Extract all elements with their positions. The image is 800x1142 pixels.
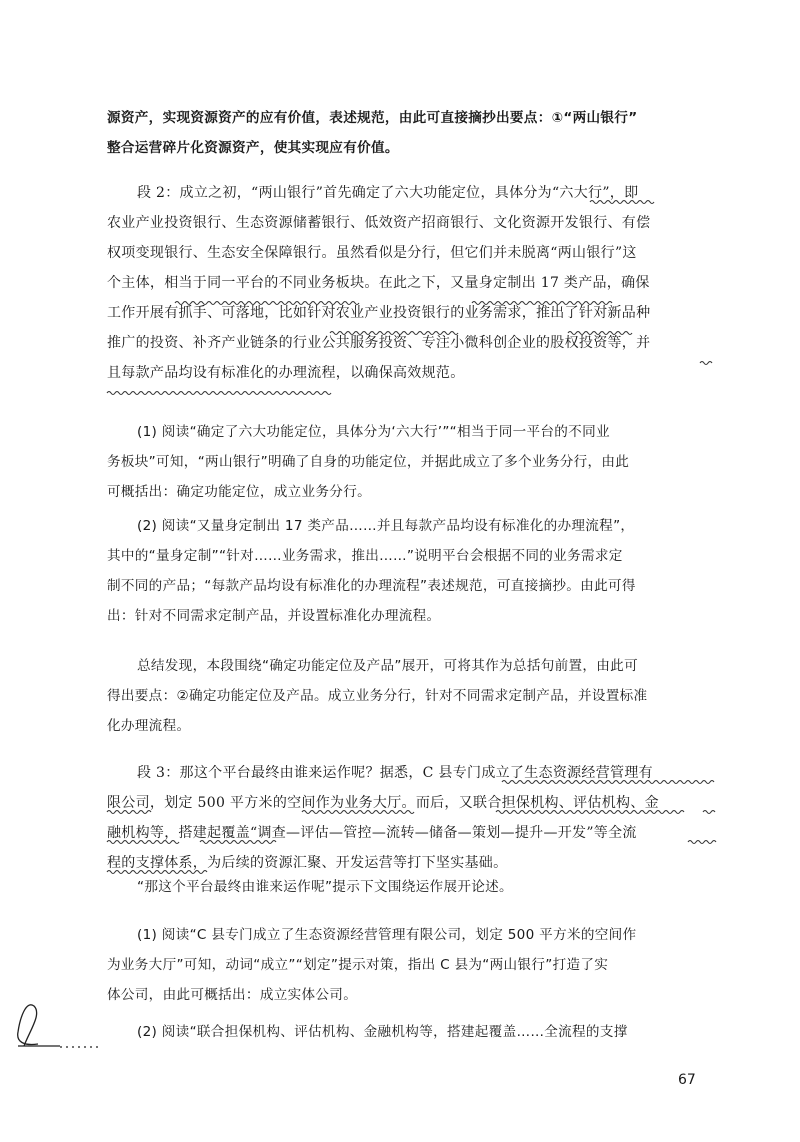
wavy-underline [175, 302, 359, 305]
text-line: 限公司，划定 500 平方米的空间作为业务大厅。而后，又联合担保机构、评估机构、金 [107, 795, 659, 811]
text-line: 体公司，由此可概括出：成立实体公司。 [107, 987, 358, 1003]
text-line: 源资产，实现资源资产的应有价值，表述规范，由此可直接摘抄出要点：①“两山银行” [107, 110, 638, 126]
wavy-underline [330, 332, 458, 335]
wavy-underline [302, 811, 414, 814]
wavy-underline [568, 332, 632, 335]
text-line: 个主体，相当于同一平台的不同业务板块。在此之下，又量身定制出 17 类产品，确保 [107, 275, 650, 291]
wavy-underline [703, 811, 715, 814]
text-line: 融机构等，搭建起覆盖“调查—评估—管控—流转—储备—策划—提升—开发”等全流 [107, 825, 637, 841]
text-line: (2) 阅读“联合担保机构、评估机构、金融机构等，搭建起覆盖……全流程的支撑 [137, 1024, 628, 1040]
wavy-underline [688, 841, 716, 844]
wavy-underline [472, 302, 612, 305]
wavy-underline [107, 811, 151, 814]
text-line: 可概括出：确定功能定位，成立业务分行。 [107, 484, 371, 500]
page-number: 67 [678, 1072, 696, 1088]
wavy-underline [200, 841, 276, 844]
text-line: (2) 阅读“又量身定制出 17 类产品……并且每款产品均设有标准化的办理流程”， [137, 518, 635, 534]
wavy-underline [700, 362, 712, 365]
text-line: 得出要点：②确定功能定位及产品。成立业务分行，针对不同需求定制产品，并设置标准 [107, 688, 648, 704]
wavy-underline [107, 871, 207, 874]
text-line: 整合运营碎片化资源资产，使其实现应有价值。 [107, 140, 399, 156]
text-line: 程的支撑体系，为后续的资源汇聚、开发运营等打下坚实基础。 [107, 855, 508, 871]
wavy-underline [590, 201, 654, 204]
text-line: 务板块”可知，“两山银行”明确了自身的功能定位，并据此成立了多个业务分行，由此 [107, 454, 630, 470]
text-line: 制不同的产品；“每款产品均设有标准化的办理流程”表述规范，可直接摘抄。由此可得 [107, 578, 636, 594]
text-line: “那这个平台最终由谁来运作呢”提示下文围绕运作展开论述。 [137, 879, 513, 895]
text-line: 权项变现银行、生态安全保障银行。虽然看似是分行，但它们并未脱离“两山银行”这 [107, 245, 637, 261]
text-line: 其中的“量身定制”“针对……业务需求，推出……”说明平台会根据不同的业务需求定 [107, 548, 623, 564]
text-line: 农业产业投资银行、生态资源储蓄银行、低效资产招商银行、文化资源开发银行、有偿 [107, 215, 651, 231]
text-line: (1) 阅读“确定了六大功能定位，具体分为‘六大行’”“相当于同一平台的不同业 [137, 424, 610, 440]
text-line: (1) 阅读“C 县专门成立了生态资源经营管理有限公司，划定 500 平方米的空间作 [137, 927, 637, 943]
text-line: 化办理流程。 [107, 718, 191, 734]
text-line: 推广的投资、补齐产业链条的行业公共服务投资、专注小微科创企业的股权投资等，并 [107, 335, 651, 351]
text-line: 工作开展有抓手、可落地，比如针对农业产业投资银行的业务需求，推出了针对新品种 [107, 305, 651, 321]
text-line: 且每款产品均设有标准化的办理流程，以确保高效规范。 [107, 365, 465, 381]
wavy-underline [107, 392, 331, 395]
wavy-underline [496, 811, 684, 814]
text-line: 为业务大厅”可知，动词“成立”“划定”提示对策，指出 C 县为“两山银行”打造了实 [107, 957, 609, 973]
wavy-underline [502, 781, 714, 784]
text-line: 出：针对不同需求定制产品，并设置标准化办理流程。 [107, 608, 441, 624]
text-line: 段 2：成立之初，“两山银行”首先确定了六大功能定位，具体分为“六大行”，即 [137, 185, 639, 201]
text-line: 段 3：那这个平台最终由谁来运作呢？据悉，C 县专门成立了生态资源经营管理有 [137, 765, 653, 781]
wavy-underline [107, 841, 179, 844]
text-line: 总结发现，本段围绕“确定功能定位及产品”展开，可将其作为总括句前置，由此可 [137, 658, 638, 674]
margin-handwritten-mark [18, 1005, 100, 1047]
